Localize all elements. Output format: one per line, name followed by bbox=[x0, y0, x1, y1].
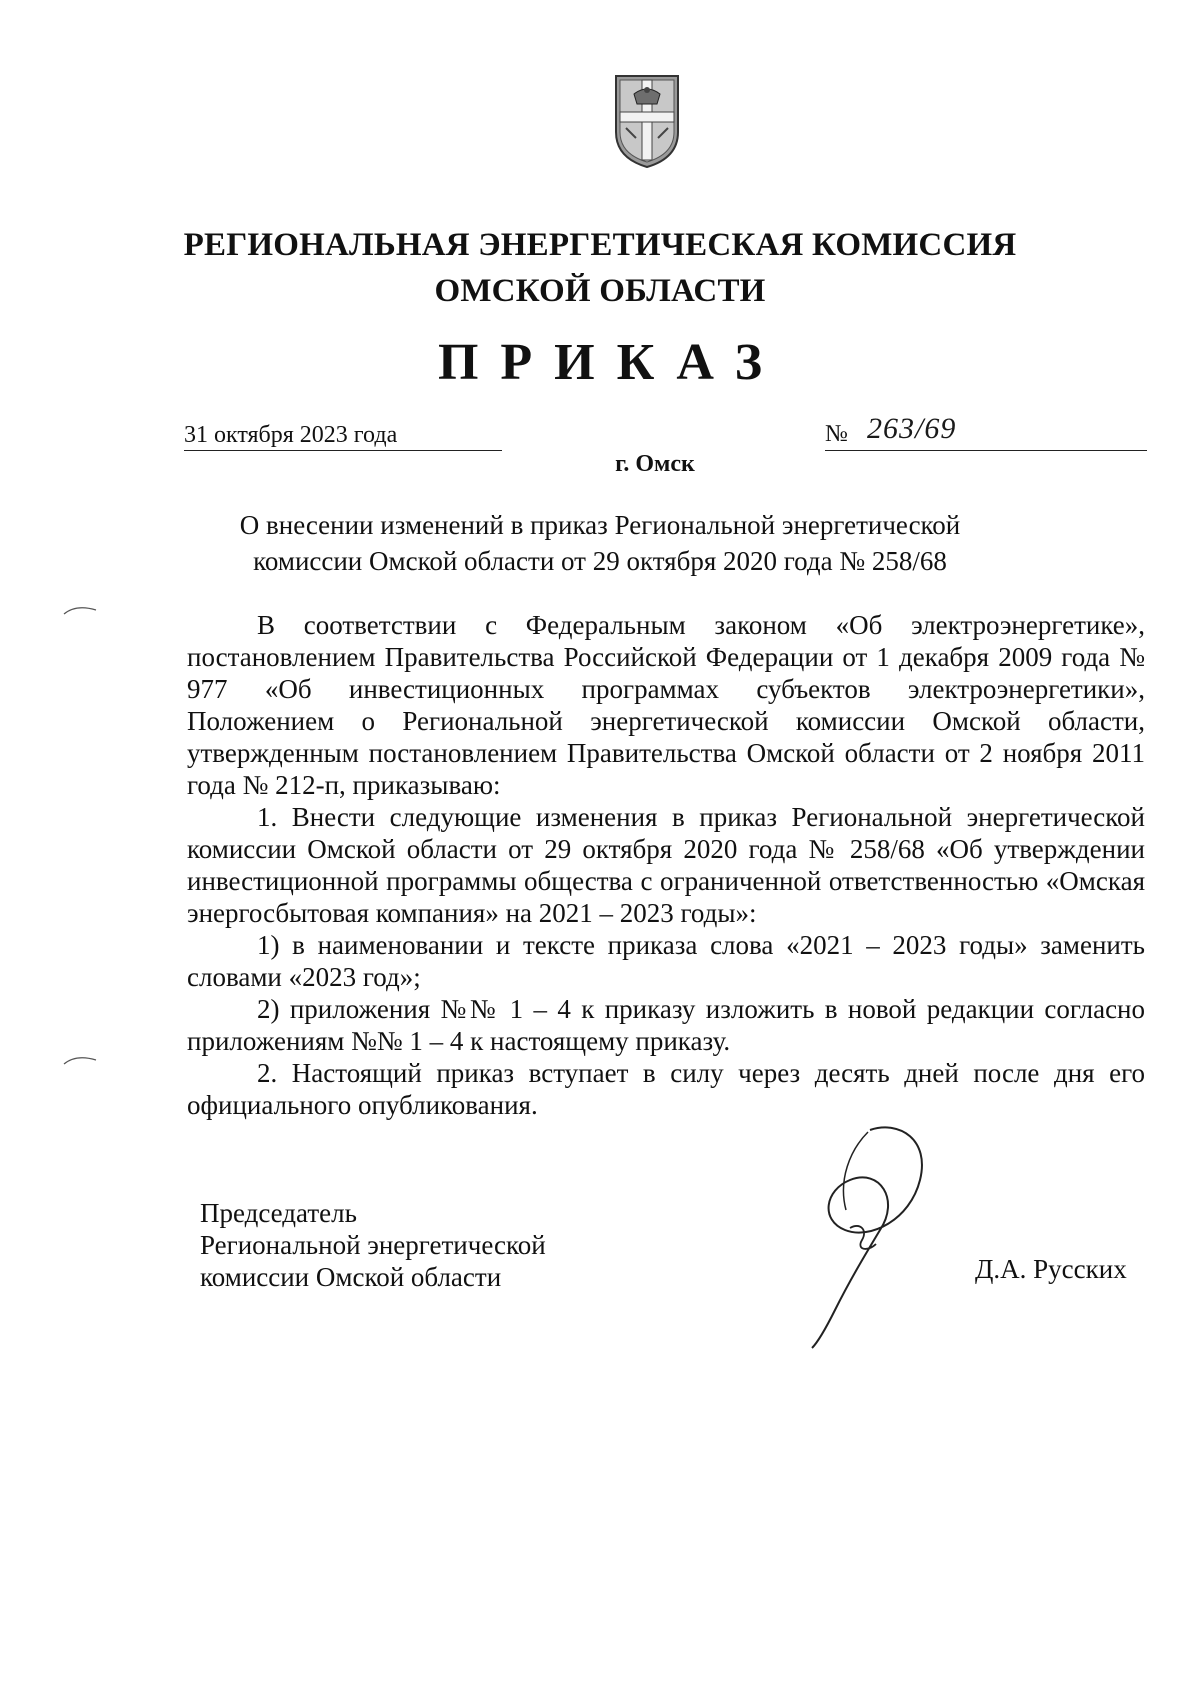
clause-2: 2. Настоящий приказ вступает в силу через десять дней после дня его официального опубликования. bbox=[187, 1058, 1145, 1120]
scan-mark bbox=[62, 602, 102, 618]
clause-1-subitem-1: 1) в наименовании и тексте приказа слова «2021 – 2023 годы» заменить словами «2023 год»; bbox=[187, 930, 1145, 992]
number-sign: № bbox=[825, 421, 848, 447]
city-name: г. Омск bbox=[615, 451, 695, 477]
scan-mark bbox=[62, 1052, 102, 1068]
organization-line-1: РЕГИОНАЛЬНАЯ ЭНЕРГЕТИЧЕСКАЯ КОМИССИЯ bbox=[183, 227, 1017, 263]
signer-position-line-3: комиссии Омской области bbox=[200, 1262, 502, 1292]
organization-name bbox=[0, 222, 1200, 314]
organization-line-2: ОМСКОЙ ОБЛАСТИ bbox=[434, 273, 766, 309]
document-number-field bbox=[825, 414, 1147, 451]
signer-position bbox=[200, 1197, 620, 1293]
document-number: 263/69 bbox=[867, 412, 957, 445]
clause-1-subitem-2: 2) приложения №№ 1 – 4 к приказу изложить в новой редакции согласно приложениям №№ 1 – 4 к настоящему приказу. bbox=[187, 994, 1145, 1056]
preamble-paragraph: В соответствии с Федеральным законом «Об электроэнергетике», постановлением Правительства Российской Федерации от 1 декабря 2009 года № 977 «Об инвестиционных программах субъектов электроэнергетики», Положением о Региональной энергетической комиссии Омской области, утвержденным постановлением Правительства Омской области от 2 ноября 2011 года № 212-п, приказываю: bbox=[187, 610, 1145, 800]
subject-line-1: О внесении изменений в приказ Региональной энергетической bbox=[239, 510, 961, 540]
handwritten-signature bbox=[750, 1110, 960, 1350]
document-date: 31 октября 2023 года bbox=[184, 420, 502, 451]
document-type-title: ПРИКАЗ bbox=[437, 334, 785, 391]
signer-position-line-2: Региональной энергетической bbox=[200, 1230, 546, 1260]
coat-of-arms-emblem bbox=[612, 70, 682, 170]
signer-position-line-1: Председатель bbox=[200, 1198, 357, 1228]
document-body bbox=[187, 609, 1145, 1121]
subject-line-2: комиссии Омской области от 29 октября 2020 года № 258/68 bbox=[253, 546, 947, 576]
signer-name: Д.А. Русских bbox=[975, 1254, 1127, 1284]
document-subject bbox=[200, 507, 1000, 579]
city-line bbox=[0, 449, 1200, 479]
clause-1: 1. Внести следующие изменения в приказ Региональной энергетической комиссии Омской области от 29 октября 2020 года № 258/68 «Об утверждении инвестиционной программы общества с ограниченной ответственностью «Омская энергосбытовая компания» на 2021 – 2023 годы»: bbox=[187, 802, 1145, 928]
